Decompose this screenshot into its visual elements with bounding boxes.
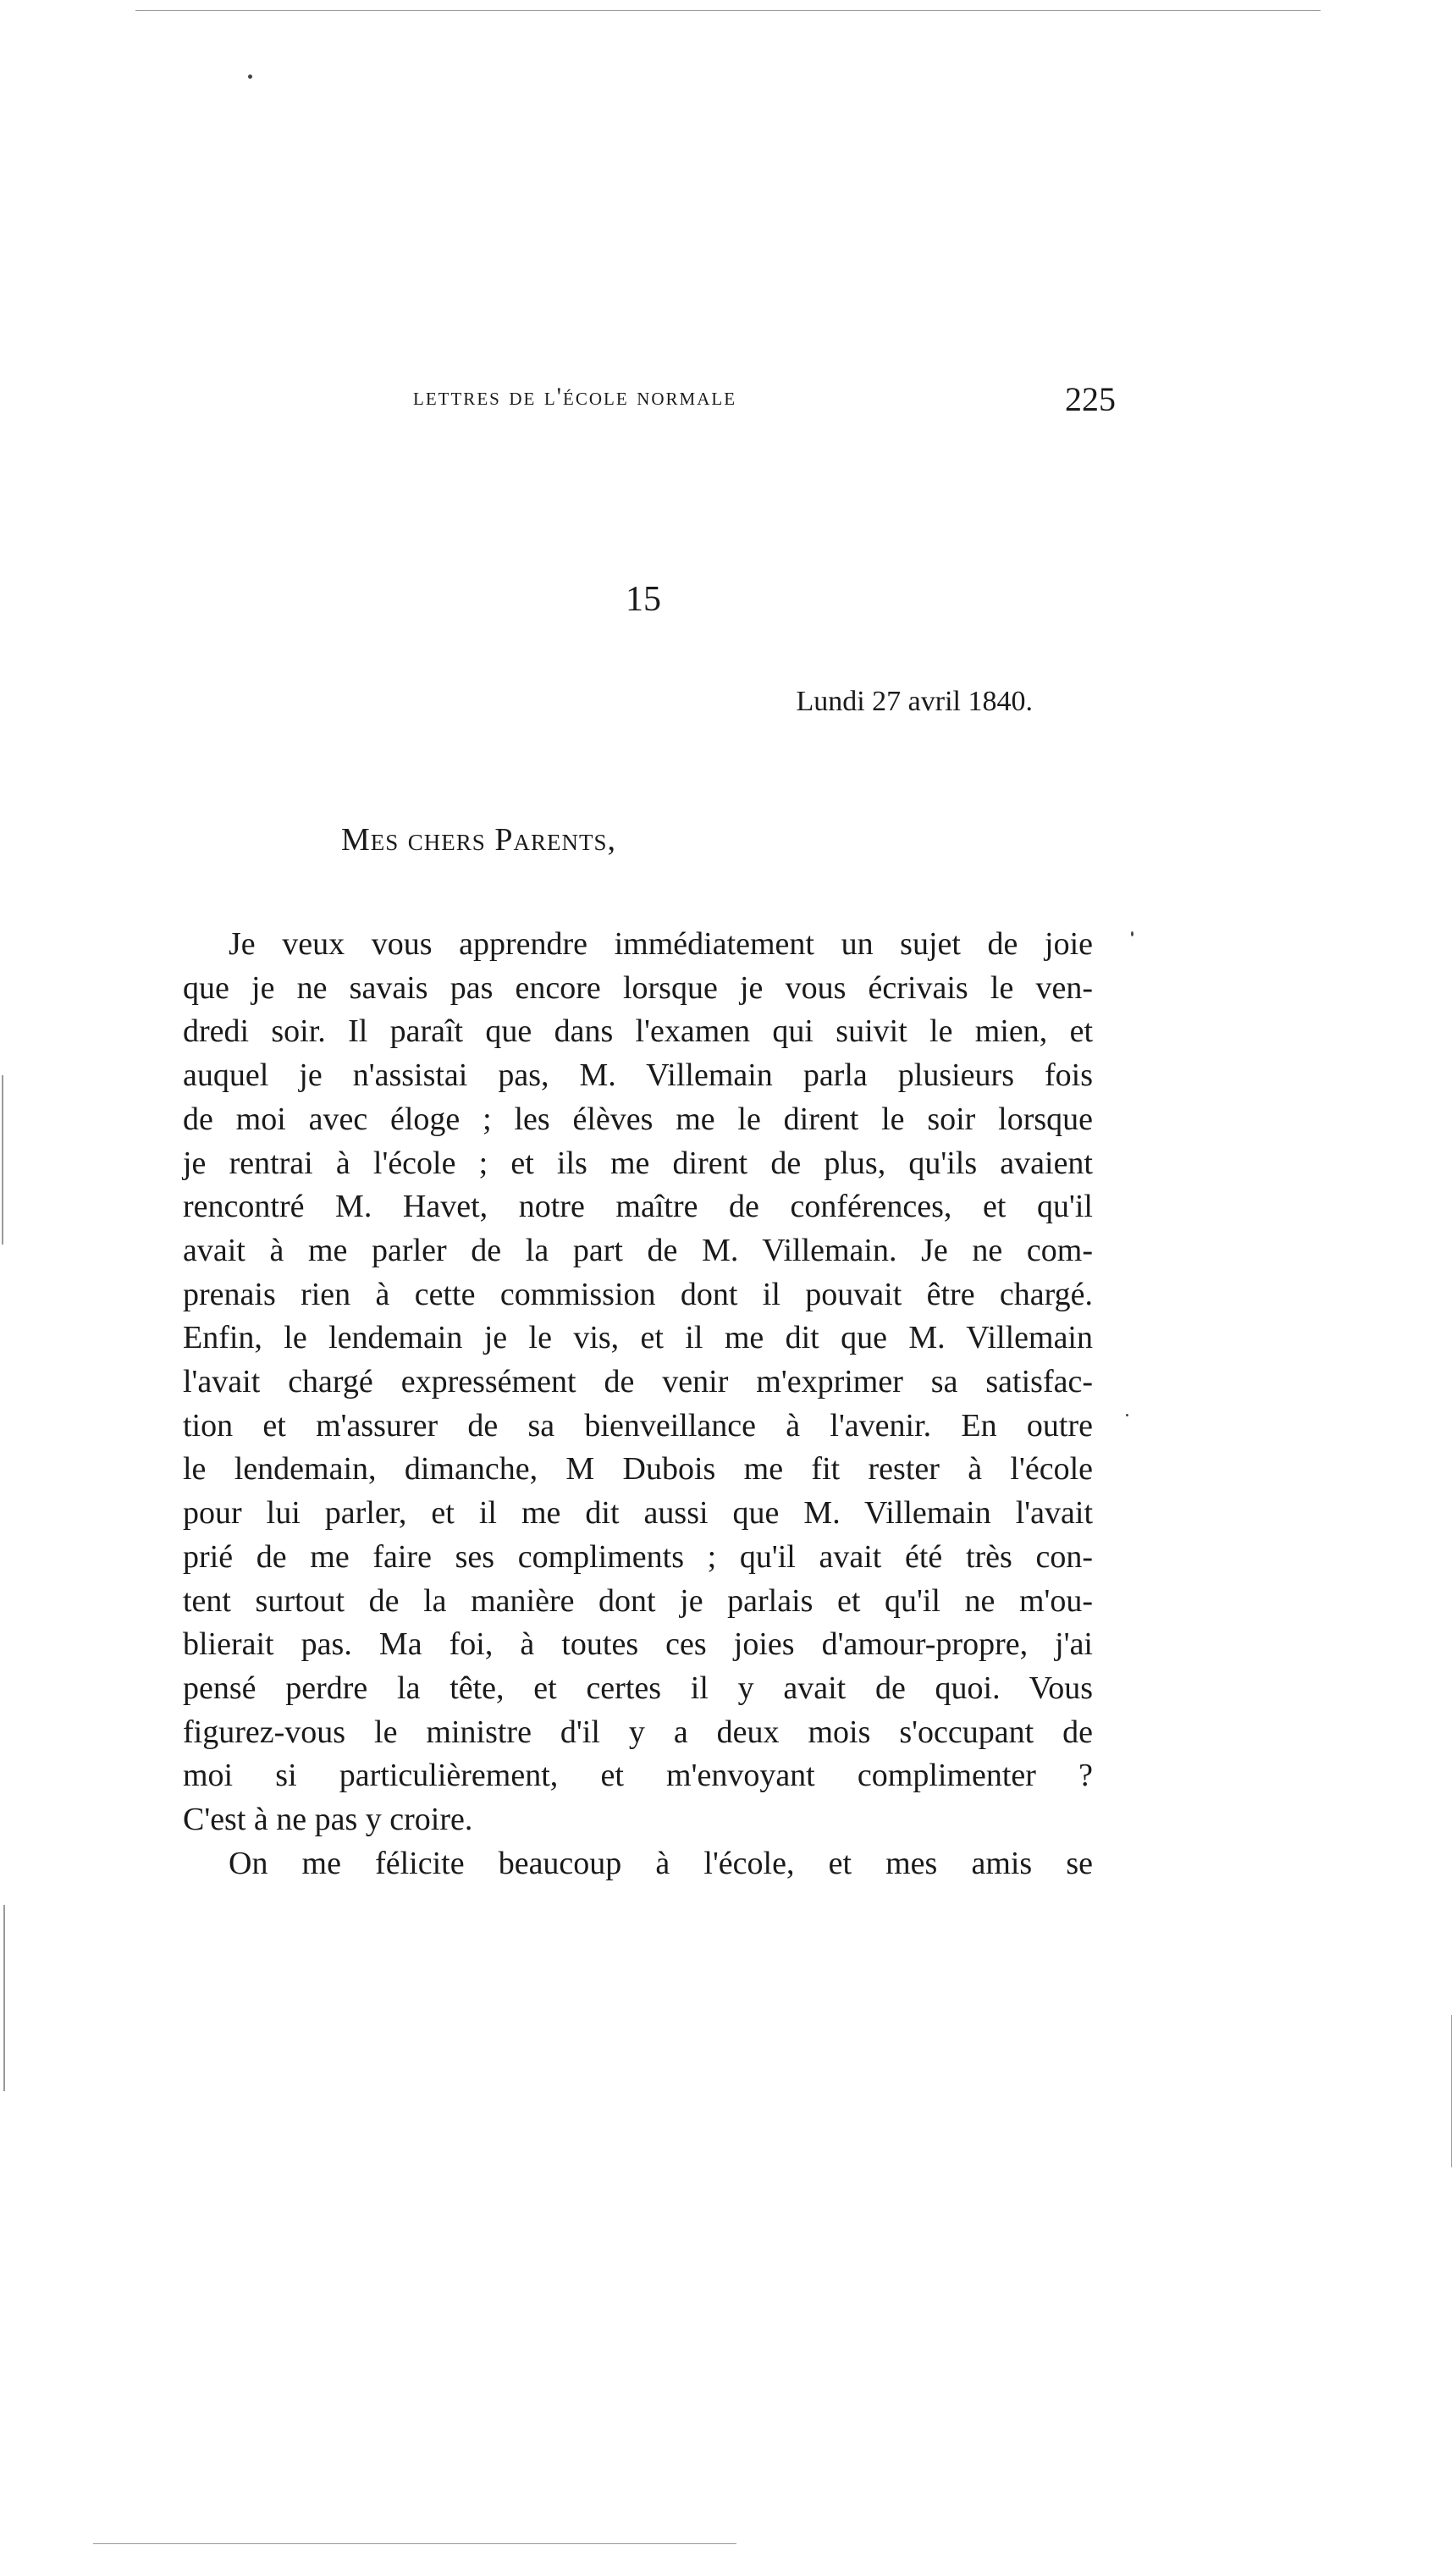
letter-number: 15 (626, 580, 661, 619)
text-line: pour lui parler, et il me dit aussi que M. Villemain l'avait (183, 1495, 1093, 1532)
scan-edge-left-lower (3, 1905, 5, 2091)
scan-speck (1131, 931, 1133, 936)
running-head-title: lettres de l'école normale (413, 383, 737, 411)
text-line: prié de me faire ses compliments ; qu'il avait été très con- (183, 1538, 1093, 1575)
scan-edge-left (2, 1075, 3, 1245)
letter-body (183, 923, 1093, 1885)
text-line: figurez-vous le ministre d'il y a deux mois s'occupant de (183, 1714, 1093, 1750)
text-line: dredi soir. Il paraît que dans l'examen qui suivit le mien, et (183, 1013, 1093, 1050)
scan-edge-top (135, 10, 1321, 11)
scan-edge-bottom (93, 2543, 736, 2544)
text-line: je rentrai à l'école ; et ils me dirent de plus, qu'ils avaient (183, 1145, 1093, 1181)
text-line: C'est à ne pas y croire. (183, 1802, 473, 1838)
running-head (413, 380, 1116, 425)
text-line: prenais rien à cette commission dont il pouvait être chargé. (183, 1276, 1093, 1312)
text-line: auquel je n'assistai pas, M. Villemain parla plusieurs fois (183, 1057, 1093, 1094)
text-line: Je veux vous apprendre immédiatement un sujet de joie (229, 926, 1093, 962)
text-line: moi si particulièrement, et m'envoyant complimenter ? (183, 1758, 1093, 1794)
text-line: que je ne savais pas encore lorsque je vous écrivais le ven- (183, 969, 1093, 1006)
text-line: l'avait chargé expressément de venir m'exprimer sa satisfac- (183, 1364, 1093, 1400)
text-line: avait à me parler de la part de M. Villemain. Je ne com- (183, 1232, 1093, 1268)
text-line: de moi avec éloge ; les élèves me le dirent le soir lorsque (183, 1101, 1093, 1137)
paragraph-1 (183, 923, 1093, 1842)
text-line: tent surtout de la manière dont je parlais et qu'il ne m'ou- (183, 1582, 1093, 1619)
text-line: tion et m'assurer de sa bienveillance à l'avenir. En outre (183, 1407, 1093, 1444)
dateline: Lundi 27 avril 1840. (796, 686, 1033, 717)
text-line: pensé perdre la tête, et certes il y avait de quoi. Vous (183, 1670, 1093, 1706)
text-line: le lendemain, dimanche, M Dubois me fit rester à l'école (183, 1451, 1093, 1488)
salutation: Mes chers Parents, (341, 822, 616, 858)
scan-speck (1126, 1414, 1128, 1416)
text-line: rencontré M. Havet, notre maître de conférences, et qu'il (183, 1189, 1093, 1225)
page-number: 225 (1065, 380, 1116, 418)
text-line: On me félicite beaucoup à l'école, et mes amis se (229, 1845, 1093, 1881)
paragraph-2 (183, 1842, 1093, 1886)
text-line: blierait pas. Ma foi, à toutes ces joies d'amour-propre, j'ai (183, 1626, 1093, 1663)
scan-edge-right (1451, 2015, 1452, 2167)
text-line: Enfin, le lendemain je le vis, et il me dit que M. Villemain (183, 1320, 1093, 1356)
scan-speck (248, 75, 252, 79)
